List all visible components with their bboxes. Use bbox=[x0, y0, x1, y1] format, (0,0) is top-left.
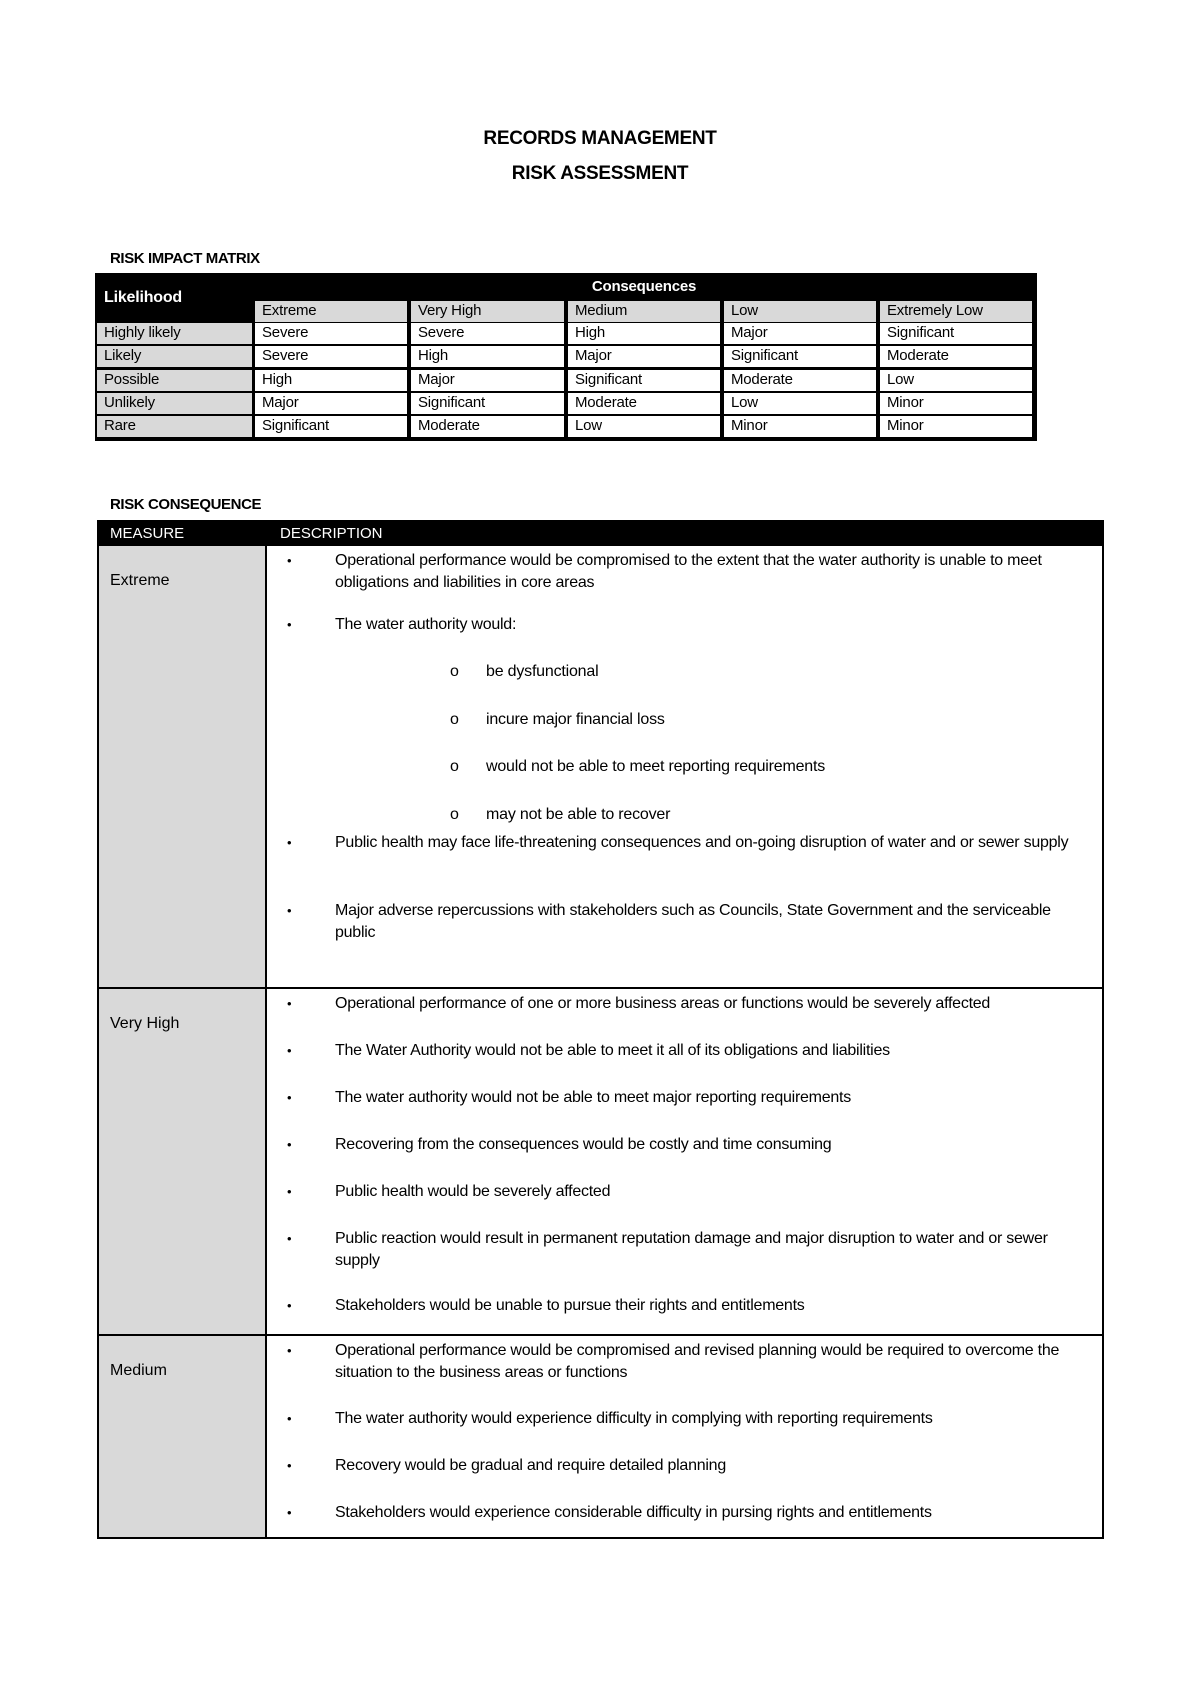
bullet-text: The Water Authority would not be able to meet it all of its obligations and liabilities bbox=[335, 1042, 890, 1059]
risk-rating-cell: Severe bbox=[255, 346, 407, 367]
page-subtitle: RISK ASSESSMENT bbox=[511, 163, 689, 184]
bullet-icon: • bbox=[287, 1043, 292, 1058]
bullet-icon: • bbox=[287, 1505, 292, 1520]
measure-column-header: MEASURE bbox=[110, 525, 185, 542]
risk-rating-cell: Moderate bbox=[724, 370, 876, 391]
risk-rating-cell: Low bbox=[880, 370, 1032, 391]
likelihood-row-label: Likely bbox=[97, 346, 252, 367]
bullet-text: The water authority would not be able to meet major reporting requirements bbox=[335, 1089, 851, 1106]
bullet-text: Stakeholders would be unable to pursue their rights and entitlements bbox=[335, 1297, 805, 1314]
risk-rating-cell: Low bbox=[568, 416, 720, 437]
risk-rating-cell: Severe bbox=[411, 323, 564, 344]
page-title: RECORDS MANAGEMENT bbox=[483, 128, 717, 149]
likelihood-row-label: Highly likely bbox=[97, 323, 252, 344]
risk-rating-cell: Significant bbox=[724, 346, 876, 367]
risk-consequence-table bbox=[97, 520, 1104, 1539]
bullet-text: Recovery would be gradual and require detailed planning bbox=[335, 1457, 726, 1474]
risk-rating-cell: Major bbox=[255, 393, 407, 414]
bullet-text: Operational performance would be compromised and revised planning would be required to overcome the situation to the business areas or functions bbox=[335, 1342, 1060, 1381]
bullet-text: Operational performance would be compromised to the extent that the water authority is unable to meet obligations and liabilities in core areas bbox=[335, 552, 1042, 591]
bullet-icon: • bbox=[287, 903, 292, 918]
bullet-text: Recovering from the consequences would be costly and time consuming bbox=[335, 1136, 832, 1153]
bullet-icon: • bbox=[287, 996, 292, 1011]
consequence-table-header bbox=[99, 522, 1102, 546]
consequence-column-header: Extremely Low bbox=[880, 301, 1032, 322]
sub-bullet-text: would not be able to meet reporting requirements bbox=[486, 758, 826, 775]
risk-rating-cell: Moderate bbox=[880, 346, 1032, 367]
measure-label: Extreme bbox=[99, 546, 267, 987]
likelihood-header: Likelihood bbox=[97, 275, 252, 321]
risk-rating-cell: Significant bbox=[880, 323, 1032, 344]
bullet-icon: • bbox=[287, 553, 292, 568]
sub-bullet-text: be dysfunctional bbox=[486, 663, 599, 680]
risk-rating-cell: Significant bbox=[411, 393, 564, 414]
description-column-header: DESCRIPTION bbox=[280, 525, 383, 542]
risk-rating-cell: High bbox=[411, 346, 564, 367]
bullet-text: The water authority would: bbox=[335, 616, 517, 633]
sub-bullet-icon: o bbox=[450, 663, 459, 680]
measure-label: Very High bbox=[99, 989, 267, 1334]
risk-rating-cell: High bbox=[568, 323, 720, 344]
risk-consequence-heading: RISK CONSEQUENCE bbox=[110, 496, 262, 513]
risk-rating-cell: Minor bbox=[724, 416, 876, 437]
likelihood-row-label: Rare bbox=[97, 416, 252, 437]
bullet-text: The water authority would experience difficulty in complying with reporting requirements bbox=[335, 1410, 933, 1427]
risk-impact-matrix-heading: RISK IMPACT MATRIX bbox=[110, 250, 260, 267]
risk-rating-cell: Significant bbox=[255, 416, 407, 437]
risk-rating-cell: Major bbox=[411, 370, 564, 391]
bullet-icon: • bbox=[287, 1231, 292, 1246]
bullet-text: Operational performance of one or more business areas or functions would be severely affected bbox=[335, 995, 991, 1012]
risk-rating-cell: High bbox=[255, 370, 407, 391]
risk-rating-cell: Minor bbox=[880, 393, 1032, 414]
risk-rating-cell: Low bbox=[724, 393, 876, 414]
sub-bullet-icon: o bbox=[450, 806, 459, 823]
risk-rating-cell: Moderate bbox=[411, 416, 564, 437]
risk-rating-cell: Minor bbox=[880, 416, 1032, 437]
risk-rating-cell: Major bbox=[724, 323, 876, 344]
bullet-text: Public reaction would result in permanent reputation damage and major disruption to water and or sewer supply bbox=[335, 1230, 1048, 1269]
bullet-text: Public health would be severely affected bbox=[335, 1183, 611, 1200]
consequence-row-extreme bbox=[99, 546, 1102, 987]
bullet-icon: • bbox=[287, 1090, 292, 1105]
consequence-column-header: Very High bbox=[411, 301, 564, 322]
sub-bullet-text: may not be able to recover bbox=[486, 806, 671, 823]
consequence-column-header: Extreme bbox=[255, 301, 407, 322]
measure-label: Medium bbox=[99, 1336, 267, 1537]
bullet-text: Major adverse repercussions with stakeholders such as Councils, State Government and the serviceable public bbox=[335, 902, 1051, 941]
consequence-column-header: Low bbox=[724, 301, 876, 322]
bullet-icon: • bbox=[287, 1411, 292, 1426]
bullet-text: Public health may face life-threatening consequences and on-going disruption of water and or sewer supply bbox=[335, 834, 1069, 851]
consequence-column-header: Medium bbox=[568, 301, 720, 322]
risk-rating-cell: Moderate bbox=[568, 393, 720, 414]
sub-bullet-text: incure major financial loss bbox=[486, 711, 665, 728]
bullet-text: Stakeholders would experience considerable difficulty in pursing rights and entitlements bbox=[335, 1504, 932, 1521]
bullet-icon: • bbox=[287, 835, 292, 850]
consequences-header: Consequences bbox=[254, 275, 1034, 299]
bullet-icon: • bbox=[287, 1137, 292, 1152]
risk-impact-matrix-table bbox=[95, 273, 1037, 441]
likelihood-row-label: Possible bbox=[97, 370, 252, 391]
risk-rating-cell: Significant bbox=[568, 370, 720, 391]
bullet-icon: • bbox=[287, 1298, 292, 1313]
consequence-row-very-high bbox=[99, 987, 1102, 1334]
risk-rating-cell: Major bbox=[568, 346, 720, 367]
bullet-icon: • bbox=[287, 617, 292, 632]
description-cell bbox=[267, 546, 1102, 987]
risk-rating-cell: Severe bbox=[255, 323, 407, 344]
description-cell bbox=[267, 1336, 1102, 1537]
consequence-row-medium bbox=[99, 1334, 1102, 1537]
sub-bullet-icon: o bbox=[450, 711, 459, 728]
likelihood-row-label: Unlikely bbox=[97, 393, 252, 414]
sub-bullet-icon: o bbox=[450, 758, 459, 775]
bullet-icon: • bbox=[287, 1343, 292, 1358]
description-cell bbox=[267, 989, 1102, 1334]
bullet-icon: • bbox=[287, 1458, 292, 1473]
bullet-icon: • bbox=[287, 1184, 292, 1199]
